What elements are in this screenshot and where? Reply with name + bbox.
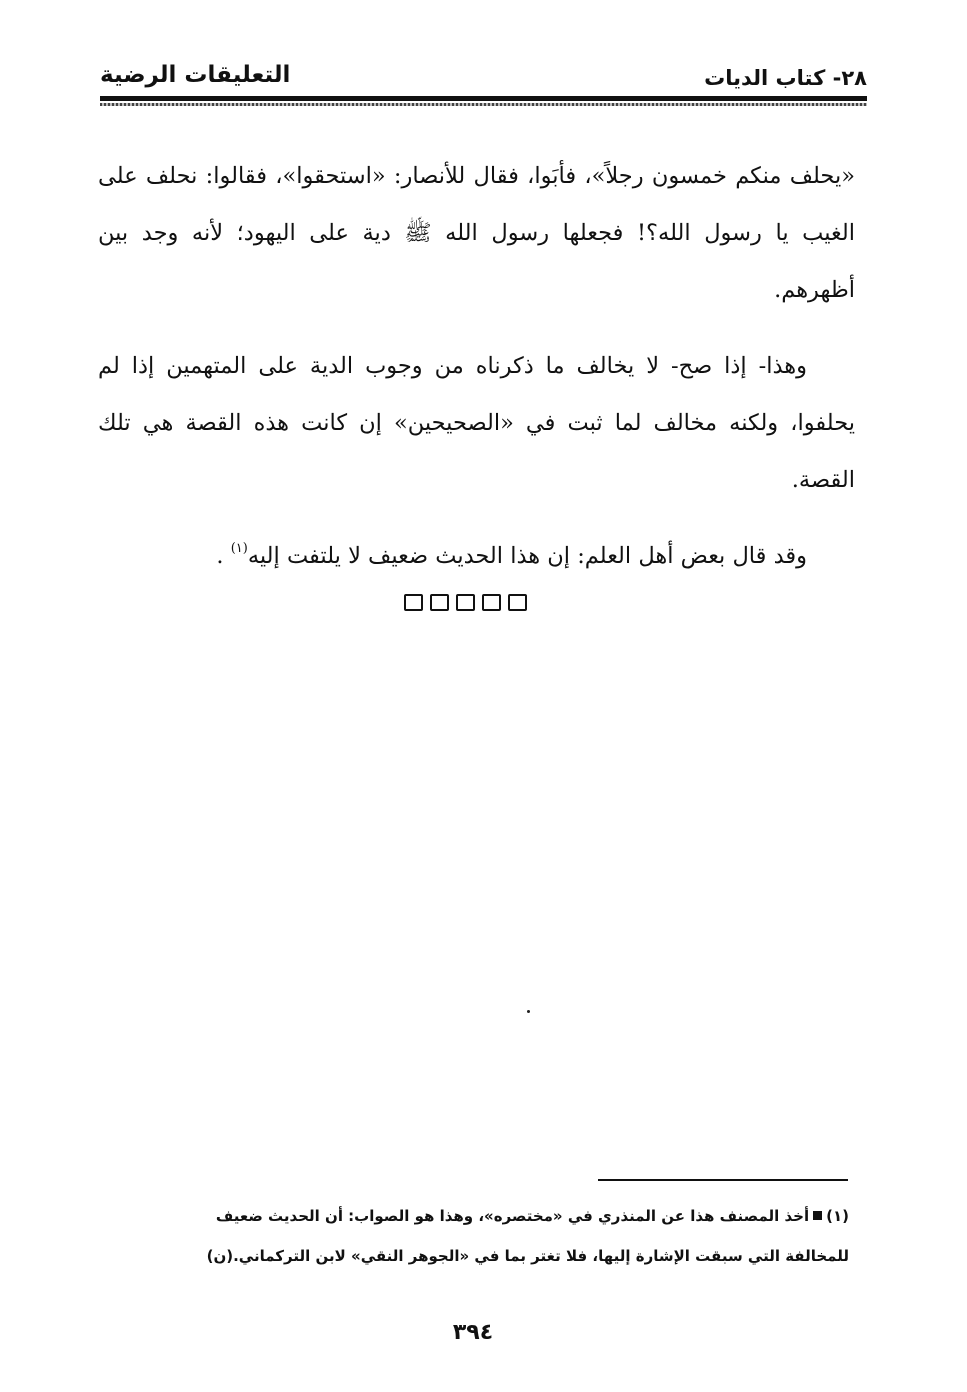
footnote-line: للمخالفة التي سبقت الإشارة إليها، فلا تغتر بما في «الجوهر النقي» لابن التركماني.(ن) — [206, 1247, 849, 1265]
ornament-square-icon — [482, 594, 501, 611]
ornament-square-icon — [430, 594, 449, 611]
ornament-square-icon — [456, 594, 475, 611]
ornament-square-icon — [404, 594, 423, 611]
ornament-square-icon — [508, 594, 527, 611]
footnote-separator — [598, 1179, 848, 1181]
square-marker-icon — [813, 1211, 822, 1220]
paragraph: «يحلف منكم خمسون رجلاً»، فأبَوا، فقال للأنصار: «استحقوا»، فقالوا: نحلف على الغيب يا رسول الله؟! فجعلها رسول الله ﷺ دية على اليهود؛ لأنه وجد بين أظهرهم. — [98, 163, 855, 303]
footnote-reference[interactable]: (١) — [230, 541, 248, 556]
paragraph: وهذا- إذا صح- لا يخالف ما ذكرناه من وجوب الدية على المتهمين إذا لم يحلفوا، ولكنه مخالف لما ثبت في «الصحيحين» إن كانت هذه القصة هي تلك القصة. — [98, 353, 855, 493]
footnotes — [92, 1196, 849, 1276]
running-header — [100, 52, 867, 100]
main-text — [98, 148, 855, 604]
header-rule-dotted — [100, 103, 867, 106]
paragraph-text: وقد قال بعض أهل العلم: إن هذا الحديث ضعيف لا يلتفت إليه — [247, 543, 807, 569]
footnote — [92, 1196, 849, 1276]
chapter-title: ٢٨- كتاب الديات — [704, 66, 867, 90]
book-title: التعليقات الرضية — [100, 62, 291, 88]
page-number: ٣٩٤ — [452, 1320, 494, 1345]
paragraph — [98, 528, 855, 585]
header-rule — [100, 96, 867, 101]
footnote-number: (١) — [826, 1207, 849, 1225]
print-speck — [527, 1010, 530, 1013]
section-separator — [404, 594, 544, 614]
footnote-text: أخذ المصنف هذا عن المنذري في «مختصره»، وهذا هو الصواب: أن الحديث ضعيف — [215, 1207, 810, 1225]
paragraph-end: . — [216, 543, 231, 569]
footnote-line — [92, 1196, 849, 1236]
